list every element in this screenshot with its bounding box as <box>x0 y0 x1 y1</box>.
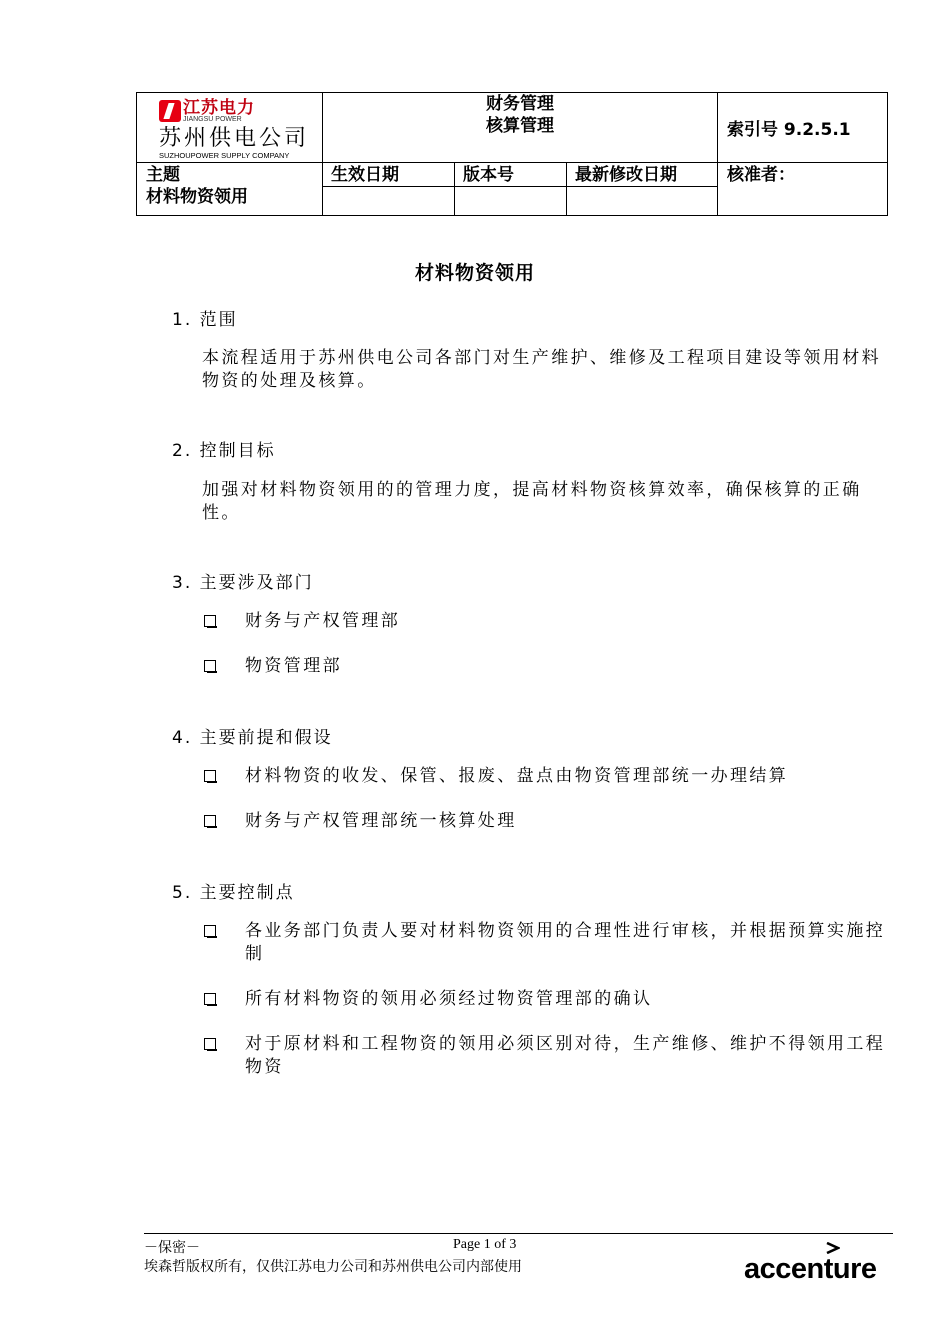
list-item: 各业务部门负责人要对材料物资领用的合理性进行审核，并根据预算实施控制 <box>204 920 888 966</box>
section-paragraph: 本流程适用于苏州供电公司各部门对生产维护、维修及工程项目建设等领用材料物资的处理及核算。 <box>202 348 881 391</box>
logo-brand-en: JIANGSU POWER <box>183 116 242 123</box>
checkbox-bullet-icon <box>204 815 216 827</box>
last-modified-label: 最新修改日期 <box>567 163 717 187</box>
version-label: 版本号 <box>455 163 566 187</box>
logo-cell <box>137 93 323 163</box>
checkbox-bullet-icon <box>204 615 216 627</box>
version-cell <box>455 163 567 216</box>
section-heading: 3. 主要涉及部门 <box>172 573 314 593</box>
document-title: 材料物资领用 <box>414 262 535 284</box>
category-cell <box>323 93 718 163</box>
list-item: 财务与产权管理部统一核算处理 <box>204 810 888 833</box>
category-line-1: 财务管理 <box>486 94 554 114</box>
accenture-logo: accenture <box>744 1253 877 1285</box>
checkbox-bullet-icon <box>204 770 216 782</box>
logo-brand-cn: 江苏电力 <box>183 98 255 118</box>
section-heading: 5. 主要控制点 <box>172 883 295 903</box>
section-paragraph: 加强对材料物资领用的的管理力度，提高材料物资核算效率，确保核算的正确性。 <box>202 480 862 523</box>
section-heading: 2. 控制目标 <box>172 441 276 461</box>
checkbox-bullet-icon <box>204 925 216 937</box>
section-heading: 4. 主要前提和假设 <box>172 728 333 748</box>
jiangsu-power-logo-icon <box>159 100 181 122</box>
list-item: 对于原材料和工程物资的领用必须区别对待，生产维修、维护不得领用工程物资 <box>204 1033 888 1079</box>
list-item: 材料物资的收发、保管、报废、盘点由物资管理部统一办理结算 <box>204 765 888 788</box>
last-modified-cell <box>567 163 718 216</box>
footer-confidential: －保密－ <box>144 1240 200 1256</box>
subject-label: 主题 <box>146 165 180 185</box>
document-header-table <box>136 92 888 216</box>
effective-date-label: 生效日期 <box>323 163 454 187</box>
effective-date-cell <box>323 163 455 216</box>
list-item: 所有材料物资的领用必须经过物资管理部的确认 <box>204 988 888 1011</box>
checkbox-bullet-icon <box>204 1038 216 1050</box>
checkbox-bullet-icon <box>204 660 216 672</box>
list-item: 物资管理部 <box>204 655 888 678</box>
section-heading: 1. 范围 <box>172 310 238 330</box>
approver-label: 核准者： <box>718 163 888 216</box>
subject-cell <box>137 163 323 216</box>
footer-page-number: Page 1 of 3 <box>453 1237 517 1252</box>
list-item: 财务与产权管理部 <box>204 610 888 633</box>
footer-copyright: 埃森哲版权所有，仅供江苏电力公司和苏州供电公司内部使用 <box>144 1259 522 1275</box>
subject-value: 材料物资领用 <box>146 187 248 207</box>
category-line-2: 核算管理 <box>486 116 554 136</box>
logo-company-cn: 苏州供电公司 <box>159 126 310 151</box>
checkbox-bullet-icon <box>204 993 216 1005</box>
footer-divider <box>144 1233 893 1234</box>
company-logo <box>159 100 255 124</box>
logo-company-en: SUZHOUPOWER SUPPLY COMPANY <box>159 151 290 160</box>
index-number: 索引号 9.2.5.1 <box>718 93 888 163</box>
